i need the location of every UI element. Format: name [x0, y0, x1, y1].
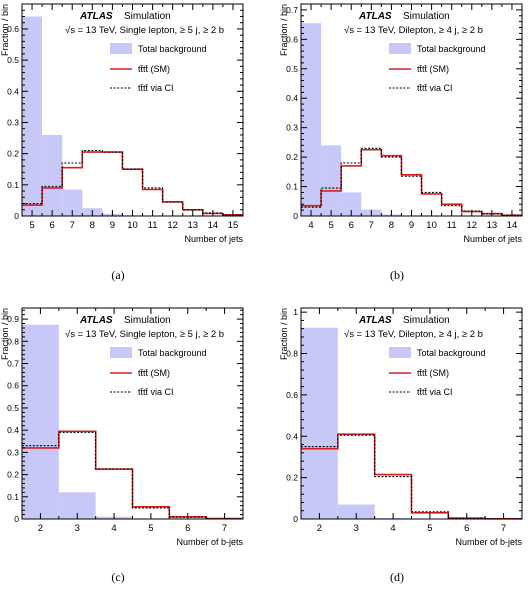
y-tick-label-3: 0.3	[7, 447, 19, 458]
y-tick-label-1: 0.1	[286, 181, 298, 192]
y-tick-label-4: 0.4	[7, 86, 19, 97]
y-axis-title: Fraction / bin	[279, 4, 289, 57]
y-tick-label-7: 0.7	[7, 358, 19, 369]
x-tick-label-8: 12	[466, 220, 478, 231]
atlas-label: ATLAS	[80, 11, 113, 22]
y-tick-label-3: 0.6	[286, 389, 298, 400]
energy-channel-label: √s = 13 TeV, Dilepton, ≥ 4 j, ≥ 2 b	[344, 329, 483, 340]
background-bar-1	[301, 23, 321, 216]
y-tick-label-2: 0.4	[286, 431, 298, 442]
x-tick-label-8: 13	[187, 220, 199, 231]
legend-label-background: Total background	[417, 44, 486, 54]
x-tick-label-2: 4	[390, 523, 396, 534]
legend-swatch-background	[110, 43, 132, 54]
y-tick-label-4: 0.4	[286, 93, 298, 104]
simulation-label: Simulation	[124, 11, 171, 22]
legend-label-sm: tt̄tt̄ (SM)	[417, 368, 449, 378]
y-tick-label-3: 0.3	[7, 117, 19, 128]
x-tick-label-3: 5	[427, 523, 433, 534]
x-tick-label-7: 12	[167, 220, 178, 231]
x-tick-label-5: 10	[127, 220, 138, 231]
x-tick-label-0: 2	[37, 523, 44, 534]
y-tick-label-6: 0.6	[7, 380, 19, 391]
x-tick-label-2: 7	[69, 220, 75, 231]
simulation-label: Simulation	[403, 315, 450, 326]
caption-c: (c)	[111, 570, 125, 584]
legend-label-ci: tt̄tt̄ via CI	[138, 83, 174, 93]
y-tick-label-3: 0.3	[286, 122, 298, 133]
y-tick-label-0: 0	[14, 211, 19, 221]
y-tick-label-6: 0.6	[7, 23, 19, 34]
x-tick-label-2: 6	[348, 220, 354, 231]
y-tick-label-2: 0.2	[7, 148, 19, 159]
x-tick-label-3: 5	[148, 523, 154, 534]
background-bar-2	[42, 135, 62, 216]
caption-b: (b)	[390, 268, 404, 282]
energy-channel-label: √s = 13 TeV, Dilepton, ≥ 4 j, ≥ 2 b	[344, 25, 483, 36]
x-axis-title: Number of b-jets	[176, 537, 243, 547]
x-tick-label-0: 4	[308, 220, 314, 231]
y-tick-label-2: 0.2	[7, 469, 19, 480]
y-tick-label-5: 0.5	[7, 402, 19, 413]
simulation-label: Simulation	[403, 11, 450, 22]
y-tick-label-5: 1	[293, 307, 298, 318]
legend-label-sm: tt̄tt̄ (SM)	[417, 64, 449, 74]
y-tick-label-0: 0	[293, 211, 298, 221]
x-axis-title: Number of b-jets	[455, 537, 522, 547]
y-axis-title: Fraction / bin	[279, 308, 289, 361]
x-tick-label-0: 2	[316, 523, 323, 534]
y-axis-title: Fraction / bin	[0, 4, 10, 57]
y-tick-label-8: 0.8	[7, 336, 19, 347]
legend-label-background: Total background	[138, 348, 207, 358]
x-tick-label-4: 8	[388, 220, 395, 231]
x-tick-label-1: 6	[49, 220, 55, 231]
y-tick-label-6: 0.6	[286, 34, 298, 45]
legend-label-ci: tt̄tt̄ via CI	[138, 387, 174, 397]
x-tick-label-5: 7	[221, 523, 228, 534]
caption-d: (d)	[390, 570, 404, 584]
x-tick-label-9: 14	[207, 220, 219, 231]
atlas-label: ATLAS	[359, 11, 392, 22]
x-tick-label-3: 8	[89, 220, 95, 231]
y-axis-title: Fraction / bin	[0, 308, 10, 361]
energy-channel-label: √s = 13 TeV, Single lepton, ≥ 5 j, ≥ 2 b	[65, 329, 225, 340]
y-tick-label-2: 0.2	[286, 152, 298, 163]
y-tick-label-0: 0	[14, 514, 19, 524]
legend-swatch-background	[389, 347, 411, 358]
x-tick-label-9: 13	[486, 220, 498, 231]
x-tick-label-4: 6	[464, 523, 470, 534]
x-axis-title: Number of jets	[463, 234, 522, 244]
x-tick-label-6: 10	[426, 220, 437, 231]
x-tick-label-10: 15	[227, 220, 239, 231]
x-tick-label-5: 7	[500, 523, 507, 534]
legend-label-ci: tt̄tt̄ via CI	[417, 83, 453, 93]
x-tick-label-5: 9	[408, 220, 415, 231]
x-tick-label-10: 14	[506, 220, 518, 231]
simulation-label: Simulation	[124, 315, 171, 326]
atlas-label: ATLAS	[80, 315, 113, 326]
x-tick-label-6: 11	[147, 220, 158, 231]
y-tick-label-1: 0.1	[7, 179, 19, 190]
x-tick-label-1: 5	[328, 220, 334, 231]
legend-label-sm: tt̄tt̄ (SM)	[138, 368, 170, 378]
x-axis-title: Number of jets	[184, 234, 243, 244]
x-tick-label-2: 4	[111, 523, 117, 534]
y-tick-label-1: 0.1	[7, 491, 19, 502]
x-tick-label-3: 7	[368, 220, 374, 231]
legend-label-ci: tt̄tt̄ via CI	[417, 387, 453, 397]
x-tick-label-1: 3	[74, 523, 80, 534]
y-tick-label-7: 0.7	[286, 4, 298, 15]
legend-label-background: Total background	[417, 348, 486, 358]
legend-label-background: Total background	[138, 44, 207, 54]
y-tick-label-0: 0	[293, 514, 298, 524]
legend-label-sm: tt̄tt̄ (SM)	[138, 64, 170, 74]
x-tick-label-7: 11	[446, 220, 457, 231]
background-bar-1	[301, 328, 338, 519]
background-bar-1	[22, 16, 42, 216]
energy-channel-label: √s = 13 TeV, Single lepton, ≥ 5 j, ≥ 2 b	[65, 25, 225, 36]
x-tick-label-1: 3	[353, 523, 359, 534]
y-tick-label-1: 0.2	[286, 472, 298, 483]
background-bar-2	[321, 145, 341, 216]
y-tick-label-9: 0.9	[7, 314, 19, 325]
y-tick-label-4: 0.4	[7, 425, 19, 436]
y-tick-label-5: 0.5	[286, 63, 298, 74]
x-tick-label-4: 9	[109, 220, 116, 231]
legend-swatch-background	[110, 347, 132, 358]
x-tick-label-4: 6	[185, 523, 191, 534]
y-tick-label-5: 0.5	[7, 55, 19, 66]
caption-a: (a)	[111, 268, 125, 282]
legend-swatch-background	[389, 43, 411, 54]
y-tick-label-4: 0.8	[286, 348, 298, 359]
background-bar-1	[22, 325, 59, 519]
atlas-label: ATLAS	[359, 315, 392, 326]
x-tick-label-0: 5	[29, 220, 35, 231]
